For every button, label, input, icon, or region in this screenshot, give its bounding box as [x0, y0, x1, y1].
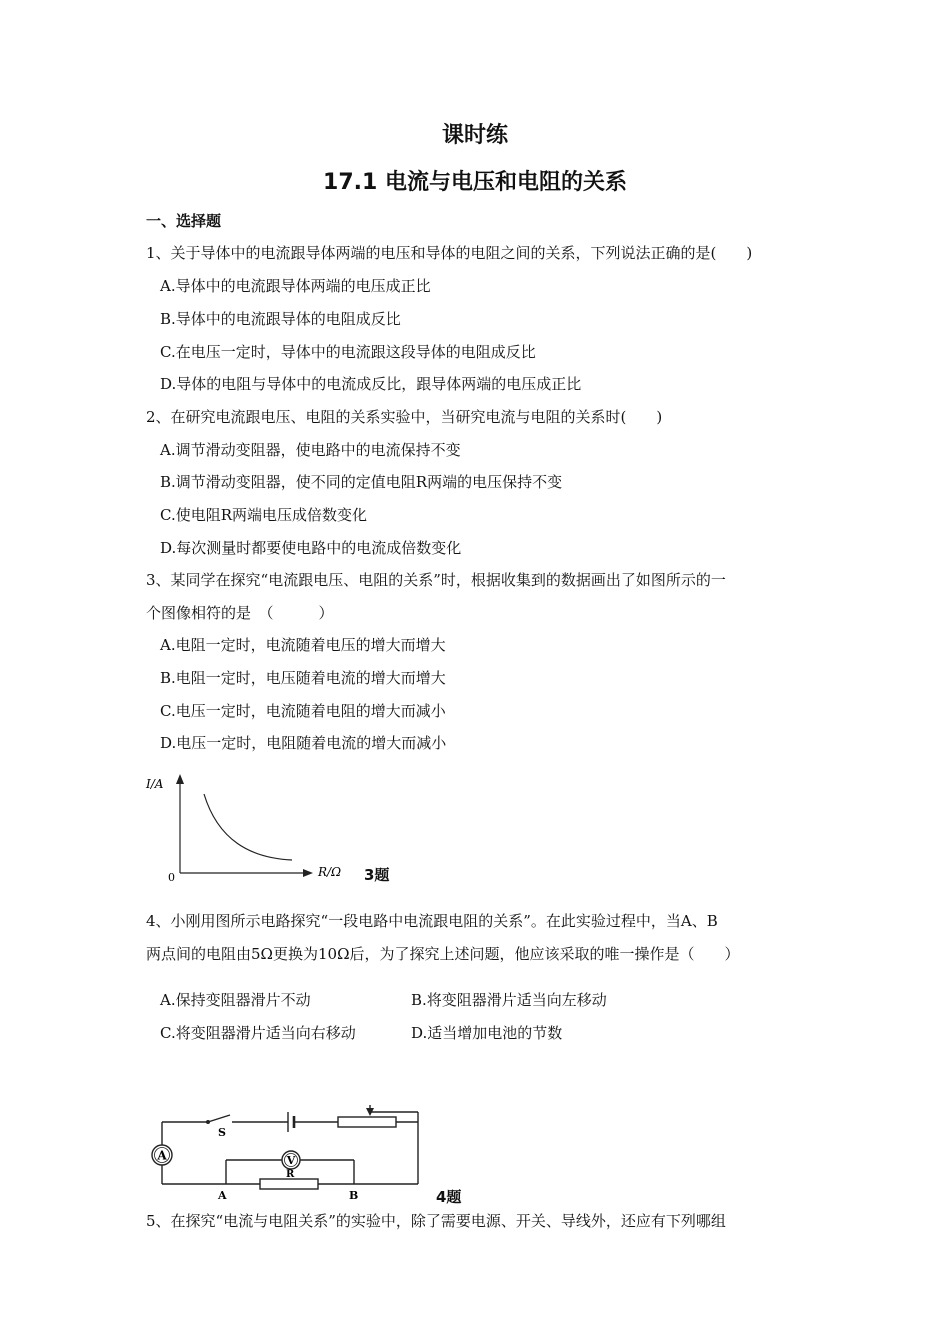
section-heading: 一、选择题: [146, 212, 222, 230]
question-1-option-b: B.导体中的电流跟导体的电阻成反比: [160, 310, 401, 328]
question-2-stem: 2、在研究电流跟电压、电阻的关系实验中，当研究电流与电阻的关系时( ): [146, 408, 663, 426]
question-1-option-a: A.导体中的电流跟导体两端的电压成正比: [160, 277, 431, 295]
question-1-option-d: D.导体的电阻与导体中的电流成反比，跟导体两端的电压成正比: [160, 375, 582, 393]
figure-3-origin: 0: [168, 871, 175, 884]
figure-3-x-label: R/Ω: [318, 865, 342, 879]
voltmeter-label: V: [286, 1154, 296, 1167]
ammeter-label: A: [157, 1148, 167, 1163]
question-3-option-b: B.电阻一定时，电压随着电流的增大而增大: [160, 669, 446, 687]
figure-3-y-label: I/A: [146, 777, 164, 791]
switch-label: S: [218, 1126, 226, 1139]
figure-3-caption: 3题: [364, 866, 390, 884]
worksheet-title: 课时练: [441, 123, 508, 148]
point-a-label: A: [218, 1189, 227, 1202]
question-1-stem: 1、关于导体中的电流跟导体两端的电压和导体的电阻之间的关系，下列说法正确的是( ): [146, 244, 753, 262]
question-2-option-d: D.每次测量时都要使电路中的电流成倍数变化: [160, 539, 462, 557]
figure-4-circuit: [140, 1100, 430, 1205]
figure-3-graph: [140, 770, 370, 885]
question-2-option-c: C.使电阻R两端电压成倍数变化: [160, 506, 368, 524]
question-3-stem-line-2: 个图像相符的是 （ ）: [146, 604, 334, 622]
question-1-option-c: C.在电压一定时，导体中的电流跟这段导体的电阻成反比: [160, 343, 536, 361]
question-4-option-c: C.将变阻器滑片适当向右移动: [160, 1024, 356, 1042]
question-4-stem-line-1: 4、小刚用图所示电路探究“一段电路中电流跟电阻的关系”。在此实验过程中，当A、B: [146, 912, 718, 930]
question-4-option-a: A.保持变阻器滑片不动: [160, 991, 311, 1009]
question-5-stem: 5、在探究“电流与电阻关系”的实验中，除了需要电源、开关、导线外，还应有下列哪组: [146, 1212, 726, 1230]
question-3-option-a: A.电阻一定时，电流随着电压的增大而增大: [160, 636, 446, 654]
question-3-option-d: D.电压一定时，电阻随着电流的增大而减小: [160, 734, 447, 752]
lesson-title: 17.1 电流与电压和电阻的关系: [323, 170, 627, 195]
figure-4-caption: 4题: [436, 1188, 462, 1206]
resistor-label: R: [286, 1169, 295, 1180]
question-2-option-b: B.调节滑动变阻器，使不同的定值电阻R两端的电压保持不变: [160, 473, 563, 491]
question-3-option-c: C.电压一定时，电流随着电阻的增大而减小: [160, 702, 446, 720]
question-2-option-a: A.调节滑动变阻器，使电路中的电流保持不变: [160, 441, 461, 459]
point-b-label: B: [349, 1189, 359, 1202]
question-4-stem-line-2: 两点间的电阻由5Ω更换为10Ω后，为了探究上述问题，他应该采取的唯一操作是（ ）: [146, 945, 740, 963]
question-4-option-b: B.将变阻器滑片适当向左移动: [411, 991, 607, 1009]
question-3-stem-line-1: 3、某同学在探究“电流跟电压、电阻的关系”时，根据收集到的数据画出了如图所示的一: [146, 571, 726, 589]
question-4-option-d: D.适当增加电池的节数: [411, 1024, 563, 1042]
